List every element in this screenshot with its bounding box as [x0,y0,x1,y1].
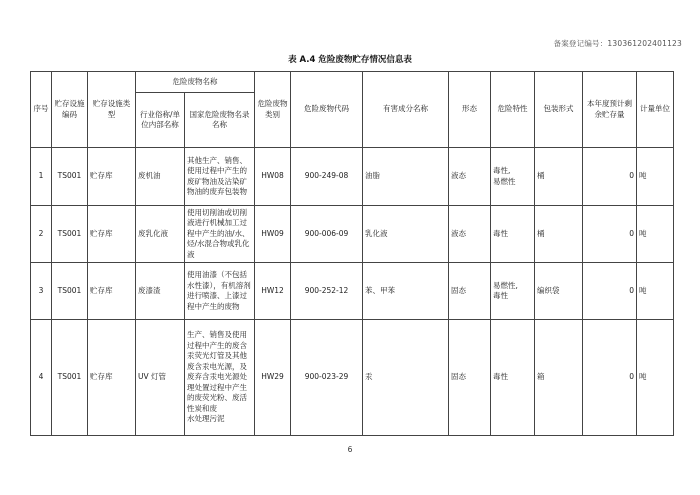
col-waste-code: 危险废物代码 [291,72,363,148]
cell-facility-code: TS001 [52,148,88,206]
cell-seq: 3 [31,263,52,320]
cell-seq: 4 [31,320,52,436]
col-seq: 序号 [31,72,52,148]
cell-hazard: 毒性 [491,320,535,436]
cell-facility-code: TS001 [52,320,88,436]
cell-unit: 吨 [637,148,674,206]
cell-category: HW09 [255,206,291,263]
cell-category: HW12 [255,263,291,320]
cell-industry-name: 废漆渣 [136,263,185,320]
cell-remaining: 0 [583,148,637,206]
cell-remaining: 0 [583,206,637,263]
cell-facility-code: TS001 [52,263,88,320]
col-waste-name-group: 危险废物名称 [136,72,255,93]
col-waste-category: 危险废物类别 [255,72,291,148]
cell-packaging: 桶 [535,148,583,206]
cell-unit: 吨 [637,320,674,436]
cell-component: 汞 [363,320,449,436]
cell-seq: 2 [31,206,52,263]
cell-national-name: 生产、销售及使用过程中产生的废含汞荧光灯管及其他废含汞电光源，及废弃含汞电光源处理处置过程中产生的废荧光粉、废活性炭和废 水处理污泥 [185,320,255,436]
cell-component: 苯、甲苯 [363,263,449,320]
cell-packaging: 箱 [535,320,583,436]
table-row [31,263,674,320]
col-expected-remaining: 本年度预计剩余贮存量 [583,72,637,148]
cell-form: 液态 [449,148,491,206]
cell-industry-name: UV 灯管 [136,320,185,436]
cell-packaging: 编织袋 [535,263,583,320]
cell-hazard: 毒性 [491,206,535,263]
cell-facility-type: 贮存库 [88,206,136,263]
table-row [31,206,674,263]
cell-unit: 吨 [637,263,674,320]
col-packaging: 包装形式 [535,72,583,148]
cell-packaging: 桶 [535,206,583,263]
table-title: 表 A.4 危险废物贮存情况信息表 [288,55,412,65]
col-facility-type: 贮存设施类型 [88,72,136,148]
cell-facility-type: 贮存库 [88,148,136,206]
cell-hazard: 易燃性, 毒性 [491,263,535,320]
col-industry-name: 行业俗称/单位内部名称 [136,93,185,148]
col-hazard: 危险特性 [491,72,535,148]
record-number: 备案登记编号：130361202401123 [553,39,682,48]
cell-category: HW29 [255,320,291,436]
hazardous-waste-storage-table [30,71,674,436]
cell-code: 900-006-09 [291,206,363,263]
cell-form: 固态 [449,263,491,320]
cell-component: 油脂 [363,148,449,206]
col-facility-code: 贮存设施编码 [52,72,88,148]
cell-unit: 吨 [637,206,674,263]
table-row [31,320,674,436]
cell-seq: 1 [31,148,52,206]
table-row [31,148,674,206]
cell-form: 固态 [449,320,491,436]
cell-code: 900-023-29 [291,320,363,436]
cell-hazard: 毒性, 易燃性 [491,148,535,206]
cell-industry-name: 废乳化液 [136,206,185,263]
cell-remaining: 0 [583,263,637,320]
cell-remaining: 0 [583,320,637,436]
col-national-name: 国家危险废物名录名称 [185,93,255,148]
cell-facility-type: 贮存库 [88,263,136,320]
col-harmful-component: 有害成分名称 [363,72,449,148]
cell-facility-type: 贮存库 [88,320,136,436]
cell-form: 液态 [449,206,491,263]
cell-component: 乳化液 [363,206,449,263]
cell-industry-name: 废机油 [136,148,185,206]
page-number: 6 [347,445,353,454]
col-form: 形态 [449,72,491,148]
cell-national-name: 使用切削油或切削液进行机械加工过程中产生的油/水、烃/水混合物或乳化液 [185,206,255,263]
cell-code: 900-252-12 [291,263,363,320]
cell-category: HW08 [255,148,291,206]
cell-facility-code: TS001 [52,206,88,263]
col-unit: 计量单位 [637,72,674,148]
cell-code: 900-249-08 [291,148,363,206]
cell-national-name: 其他生产、销售、使用过程中产生的废矿物油及沾染矿物油的废弃包装物 [185,148,255,206]
cell-national-name: 使用油漆（不包括水性漆），有机溶剂进行喷漆、上漆过程中产生的废物 [185,263,255,320]
